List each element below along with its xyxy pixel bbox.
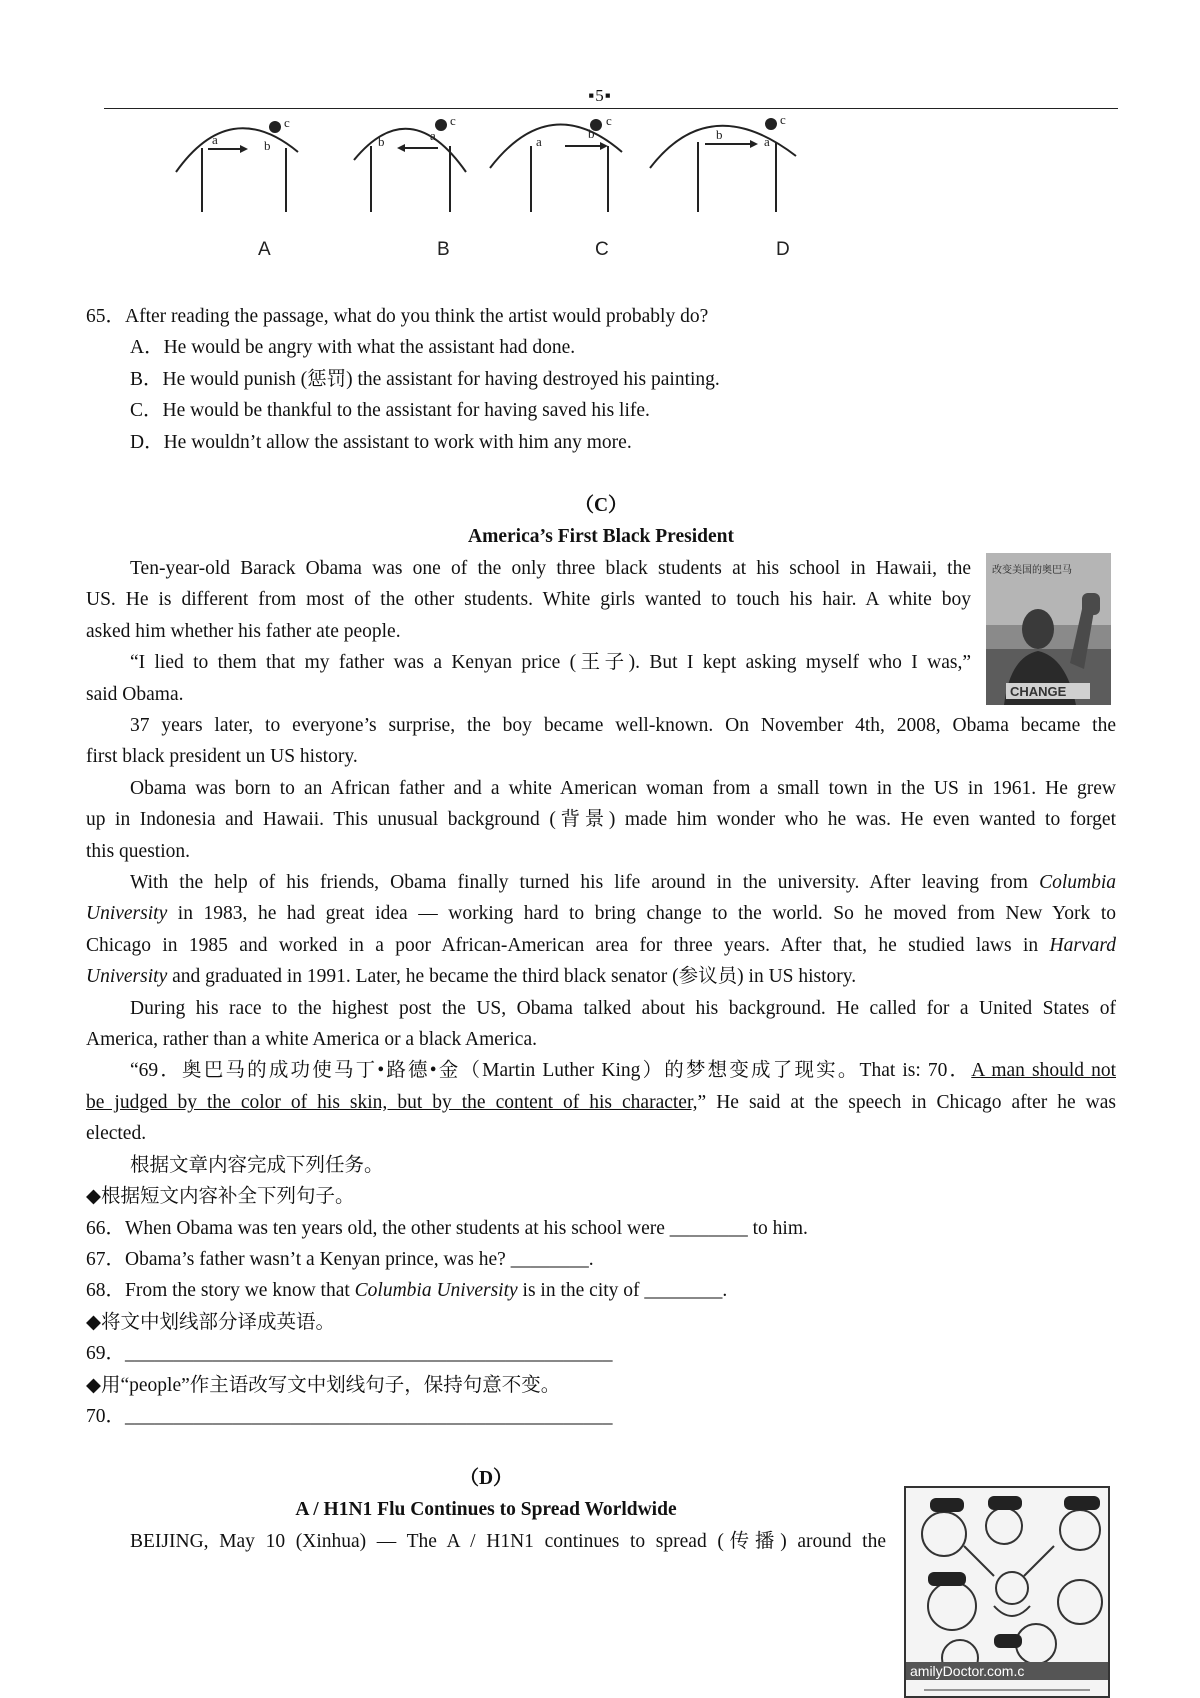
arrow-label: b	[264, 138, 271, 153]
para-line: up in Indonesia and Hawaii. This unusual background (背景) made him wonder who he was. He even wanted to forget	[86, 809, 1116, 831]
figure-label: D	[776, 239, 790, 260]
para-line: this question.	[86, 840, 191, 862]
para-line: BEIJING, May 10 (Xinhua) — The A / H1N1 continues to spread (传播) around the	[130, 1530, 886, 1552]
arrow-label: b	[378, 134, 385, 149]
arrow-label: a	[536, 134, 542, 149]
para-line	[86, 898, 1116, 929]
section-c-heading-block	[86, 490, 1116, 553]
para-line: elected.	[86, 1123, 147, 1145]
figure-label: A	[258, 239, 271, 260]
section-d-title: A / H1N1 Flu Continues to Spread Worldwide	[295, 1499, 677, 1521]
sun-shadow-diagram	[160, 112, 880, 272]
para-line	[86, 961, 1116, 992]
para-line: “I lied to them that my father was a Kenyan price (王子). But I kept asking myself who I was,”	[130, 652, 971, 674]
text-italic: Columbia University	[354, 1280, 518, 1302]
para-line: 37 years later, to everyone’s surprise, the boy became well-known. On November 4th, 2008, Obama became the	[130, 715, 1116, 736]
text: “69．奥巴马的成功使马丁•路德•金（Martin Luther King）的梦想变成了现实。That is: 70．	[130, 1060, 972, 1082]
arrow-label: c	[284, 115, 290, 130]
arrow-label: a	[212, 132, 218, 147]
text-italic: University	[86, 966, 168, 988]
section-c-title: America’s First Black President	[468, 526, 734, 548]
para-line	[86, 867, 1116, 898]
question-67: 67．Obama’s father wasn’t a Kenyan prince, was he? ________.	[86, 1248, 594, 1270]
para-line: US. He is different from most of the other students. White girls wanted to touch his hair. A white boy	[86, 589, 971, 611]
text: 68．From the story we know that	[86, 1280, 355, 1302]
figure-label: B	[437, 239, 450, 260]
text-italic: Harvard	[1049, 934, 1116, 956]
option-d: D．He wouldn’t allow the assistant to work with him any more.	[130, 431, 632, 453]
question-70: 70．__________________________________________________	[86, 1405, 613, 1427]
task-subheading: ◆将文中划线部分译成英语。	[86, 1311, 335, 1333]
header-rule	[104, 108, 1118, 109]
option-a: A．He would be angry with what the assistant had done.	[130, 337, 576, 359]
text: Chicago in 1985 and worked in a poor African-American area for three years. After that, he studied laws in	[86, 934, 1050, 956]
arrow-label: a	[764, 134, 770, 149]
cartoon-watermark: amilyDoctor.com.c	[910, 1663, 1025, 1679]
para-line	[86, 1087, 1116, 1118]
question-stem: 65．After reading the passage, what do you think the artist would probably do?	[86, 306, 709, 327]
question-68	[86, 1275, 1116, 1306]
arrow-label: b	[716, 127, 723, 142]
arrow-label: a	[430, 128, 436, 143]
section-c-heading: （C）	[574, 495, 628, 516]
para-line: During his race to the highest post the US, Obama talked about his background. He called for a United States of	[130, 997, 1116, 1019]
para-line	[86, 930, 1116, 961]
underlined-sentence: be judged by the color of his skin, but by the content of his character,	[86, 1091, 698, 1113]
question-66: 66．When Obama was ten years old, the other students at his school were ________ to him.	[86, 1217, 808, 1239]
arrow-label: c	[780, 112, 786, 127]
para-line: said Obama.	[86, 683, 184, 705]
text: and graduated in 1991. Later, he became the third black senator (参议员) in US history.	[167, 966, 857, 988]
flu-cartoon	[904, 1486, 1110, 1698]
para-line: Ten-year-old Barack Obama was one of the only three black students at his school in Hawaii, the	[130, 558, 971, 579]
text: is in the city of ________.	[517, 1280, 728, 1302]
arrow-label: c	[606, 113, 612, 128]
para-line	[86, 1055, 1116, 1086]
figure-label: C	[595, 239, 609, 260]
para-line: Obama was born to an African father and a white American woman from a small town in the US in 1961. He grew	[130, 777, 1116, 799]
text-italic: University	[86, 903, 168, 925]
underlined-sentence: A man should not	[971, 1060, 1116, 1082]
arrow-label: b	[588, 126, 595, 141]
text-italic: Columbia	[1039, 872, 1116, 894]
text: in 1983, he had great idea — working hard to bring change to the world. So he moved from New York to	[167, 903, 1116, 925]
task-intro: 根据文章内容完成下列任务。	[130, 1154, 384, 1176]
text: With the help of his friends, Obama finally turned his life around in the university. After leaving from	[130, 872, 1040, 894]
photo-caption-top: 改变美国的奥巴马	[992, 565, 1072, 576]
section-d	[86, 1463, 886, 1557]
photo-caption-bottom: CHANGE	[1010, 684, 1067, 699]
section-d-heading: （D）	[459, 1468, 513, 1489]
question-65	[86, 301, 1116, 458]
task-subheading: ◆用“people”作主语改写文中划线句子，保持句意不变。	[86, 1374, 561, 1396]
page-number: ▪5▪	[588, 86, 612, 105]
task-subheading: ◆根据短文内容补全下列句子。	[86, 1186, 355, 1208]
option-c: C．He would be thankful to the assistant for having saved his life.	[130, 400, 650, 422]
text: ” He said at the speech in Chicago after he was	[697, 1091, 1116, 1113]
section-c-body	[86, 710, 1116, 1432]
para-line: America, rather than a white America or a black America.	[86, 1029, 537, 1051]
para-line: asked him whether his father ate people.	[86, 620, 401, 642]
para-line: first black president un US history.	[86, 746, 358, 768]
obama-photo	[986, 553, 1111, 705]
arrow-label: c	[450, 113, 456, 128]
question-69: 69．__________________________________________________	[86, 1343, 613, 1365]
option-b: B．He would punish (惩罚) the assistant for having destroyed his painting.	[130, 368, 720, 390]
section-c-para-1-2	[86, 553, 971, 710]
